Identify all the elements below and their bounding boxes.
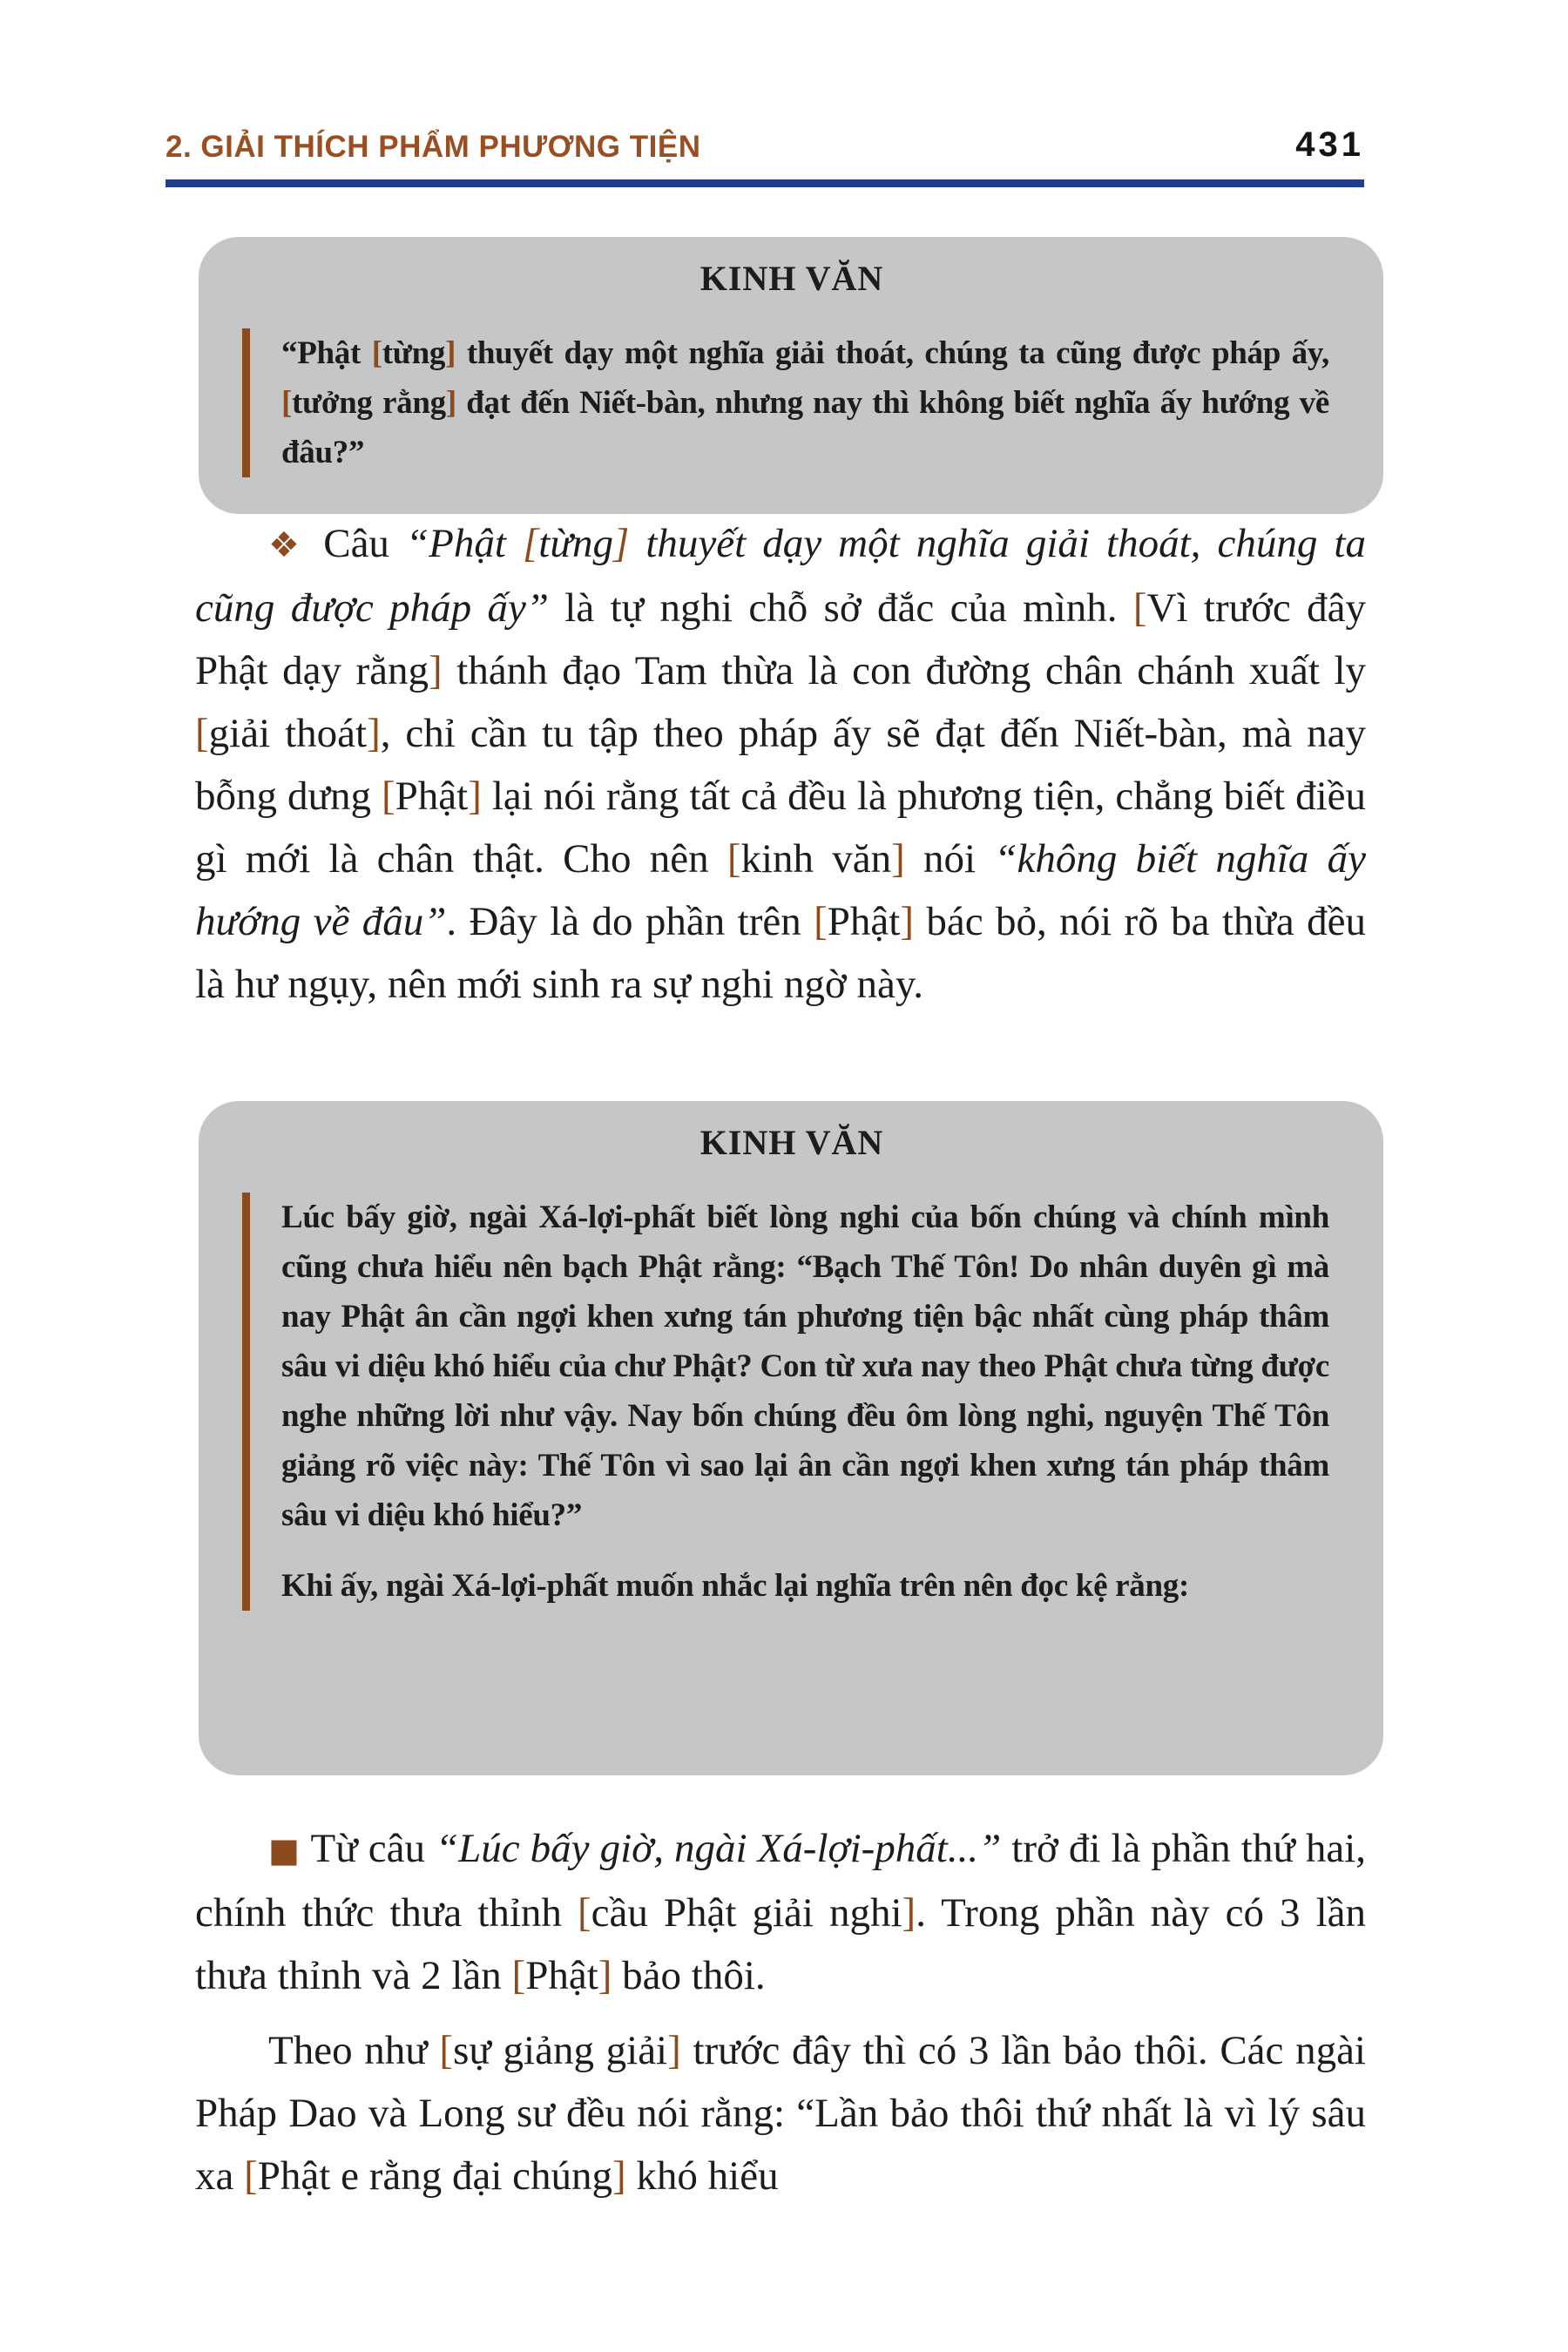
sutra-quote-1-text: “Phật [từng] thuyết dạy một nghĩa giải thoát, chúng ta cũng được pháp ấy, [tưởng rằng] đạt đến Niết-bàn, nhưng nay thì không biết nghĩa ấy hướng về đâu?” xyxy=(281,335,1329,470)
sutra-quote-2-paragraph-2: Khi ấy, ngài Xá-lợi-phất muốn nhắc lại nghĩa trên nên đọc kệ rằng: xyxy=(281,1568,1189,1604)
sutra-quote-2 xyxy=(242,1193,1329,1611)
commentary-paragraph-2: ■ Từ câu “Lúc bấy giờ, ngài Xá-lợi-phất...” trở đi là phần thứ hai, chính thức thưa thỉnh [cầu Phật giải nghi]. Trong phần này có 3 lần thưa thỉnh và 2 lần [Phật] bảo thôi. xyxy=(195,1826,1367,1998)
running-header xyxy=(166,125,1364,165)
chapter-title: 2. GIẢI THÍCH PHẨM PHƯƠNG TIỆN xyxy=(166,130,701,164)
page-number: 431 xyxy=(1295,125,1364,164)
kinh-van-title-1: KINH VĂN xyxy=(700,259,884,298)
header-rule xyxy=(166,179,1364,187)
kinh-van-box-2 xyxy=(199,1101,1383,1775)
kinh-van-title-2: KINH VĂN xyxy=(700,1123,884,1162)
kinh-van-box-1 xyxy=(199,237,1383,514)
sutra-quote-1 xyxy=(242,328,1329,477)
commentary-paragraph-1: ❖ Câu “Phật [từng] thuyết dạy một nghĩa giải thoát, chúng ta cũng được pháp ấy” là tự nghi chỗ sở đắc của mình. [Vì trước đây Phật dạy rằng] thánh đạo Tam thừa là con đường chân chánh xuất ly [giải thoát], chỉ cần tu tập theo pháp ấy sẽ đạt đến Niết-bàn, mà nay bỗng dưng [Phật] lại nói rằng tất cả đều là phương tiện, chẳng biết điều gì mới là chân thật. Cho nên [kinh văn] nói “không biết nghĩa ấy hướng về đâu”. Đây là do phần trên [Phật] bác bỏ, nói rõ ba thừa đều là hư ngụy, nên mới sinh ra sự nghi ngờ này. xyxy=(195,521,1367,1007)
sutra-quote-2-paragraph-1: Lúc bấy giờ, ngài Xá-lợi-phất biết lòng nghi của bốn chúng và chính mình cũng chưa hiểu nên bạch Phật rằng: “Bạch Thế Tôn! Do nhân duyên gì mà nay Phật ân cần ngợi khen xưng tán phương tiện bậc nhất cùng pháp thâm sâu vi diệu khó hiểu của chư Phật? Con từ xưa nay theo Phật chưa từng được nghe những lời như vậy. Nay bốn chúng đều ôm lòng nghi, nguyện Thế Tôn giảng rõ việc này: Thế Tôn vì sao lại ân cần ngợi khen xưng tán pháp thâm sâu vi diệu khó hiểu?” xyxy=(281,1200,1329,1533)
commentary-paragraph-3: Theo như [sự giảng giải] trước đây thì có 3 lần bảo thôi. Các ngài Pháp Dao và Long sư đều nói rằng: “Lần bảo thôi thứ nhất là vì lý sâu xa [Phật e rằng đại chúng] khó hiểu xyxy=(195,2028,1366,2199)
